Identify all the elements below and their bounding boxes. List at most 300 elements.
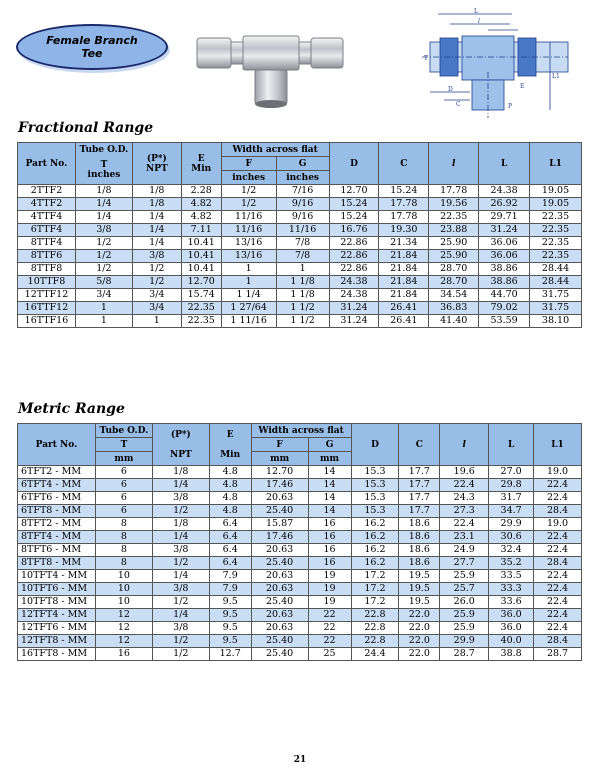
table-cell: 19.6 bbox=[440, 466, 489, 479]
table-cell: 17.7 bbox=[399, 492, 440, 505]
table-cell: 1 bbox=[75, 302, 132, 315]
table-cell: 20.63 bbox=[251, 492, 308, 505]
table-cell: 15.74 bbox=[181, 289, 221, 302]
table-cell: 22 bbox=[308, 635, 351, 648]
fractional-range-table bbox=[17, 142, 582, 328]
part-number-cell: 8TFT8 - MM bbox=[18, 557, 96, 570]
table-cell: 1 bbox=[132, 315, 181, 328]
col-f: F bbox=[221, 157, 276, 171]
table-cell: 11/16 bbox=[221, 224, 276, 237]
table-cell: 18.6 bbox=[399, 557, 440, 570]
metric-col-part-no: Part No. bbox=[18, 424, 96, 466]
table-cell: 10.41 bbox=[181, 237, 221, 250]
table-cell: 24.38 bbox=[329, 289, 379, 302]
table-cell: 22.8 bbox=[351, 622, 399, 635]
part-number-cell: 12TTF12 bbox=[18, 289, 76, 302]
table-cell: 1 1/2 bbox=[276, 302, 329, 315]
table-cell: 21.84 bbox=[379, 263, 429, 276]
table-cell: 1 1/8 bbox=[276, 289, 329, 302]
col-e bbox=[181, 143, 221, 185]
table-cell: 1/8 bbox=[132, 185, 181, 198]
table-cell: 15.87 bbox=[251, 518, 308, 531]
table-cell: 1 bbox=[221, 276, 276, 289]
table-cell: 1/4 bbox=[152, 609, 209, 622]
table-row bbox=[18, 185, 582, 198]
table-row bbox=[18, 263, 582, 276]
table-cell: 28.44 bbox=[530, 263, 582, 276]
table-cell: 8 bbox=[95, 531, 152, 544]
part-number-cell: 10TFT8 - MM bbox=[18, 596, 96, 609]
part-number-cell: 12TFT6 - MM bbox=[18, 622, 96, 635]
drawing-label-e: E bbox=[520, 83, 525, 90]
table-cell: 22 bbox=[308, 622, 351, 635]
table-cell: 6 bbox=[95, 479, 152, 492]
table-cell: 1/2 bbox=[152, 557, 209, 570]
table-cell: 2.28 bbox=[181, 185, 221, 198]
fractional-range-heading: Fractional Range bbox=[18, 120, 154, 136]
drawing-label-L: L bbox=[474, 8, 478, 15]
table-cell: 22.0 bbox=[399, 609, 440, 622]
table-cell: 1/4 bbox=[152, 531, 209, 544]
part-number-cell: 8TFT4 - MM bbox=[18, 531, 96, 544]
table-cell: 31.75 bbox=[530, 302, 582, 315]
table-cell: 11/16 bbox=[276, 224, 329, 237]
table-row bbox=[18, 198, 582, 211]
table-cell: 20.63 bbox=[251, 622, 308, 635]
part-number-cell: 8TTF6 bbox=[18, 250, 76, 263]
table-row bbox=[18, 635, 582, 648]
drawing-label-c: C bbox=[456, 101, 461, 108]
product-title-line2: Tee bbox=[81, 47, 103, 60]
col-L: L bbox=[479, 143, 530, 185]
table-cell: 9.5 bbox=[209, 622, 251, 635]
table-cell: 1/4 bbox=[152, 570, 209, 583]
table-cell: 3/8 bbox=[75, 224, 132, 237]
table-cell: 22.4 bbox=[440, 479, 489, 492]
table-cell: 38.10 bbox=[530, 315, 582, 328]
table-cell: 4.8 bbox=[209, 479, 251, 492]
part-number-cell: 4TTF2 bbox=[18, 198, 76, 211]
table-cell: 22.35 bbox=[181, 302, 221, 315]
col-tube-od-inches: inches bbox=[87, 170, 121, 181]
table-cell: 19.0 bbox=[534, 466, 582, 479]
table-cell: 16.2 bbox=[351, 544, 399, 557]
table-cell: 17.46 bbox=[251, 479, 308, 492]
col-g: G bbox=[276, 157, 329, 171]
table-cell: 17.2 bbox=[351, 596, 399, 609]
part-number-cell: 6TTF4 bbox=[18, 224, 76, 237]
table-cell: 33.6 bbox=[489, 596, 534, 609]
table-cell: 19.05 bbox=[530, 185, 582, 198]
table-cell: 1/2 bbox=[132, 263, 181, 276]
table-cell: 38.86 bbox=[479, 263, 530, 276]
table-cell: 12.70 bbox=[181, 276, 221, 289]
table-cell: 19.5 bbox=[399, 583, 440, 596]
table-cell: 6.4 bbox=[209, 557, 251, 570]
table-cell: 7/16 bbox=[276, 185, 329, 198]
table-cell: 28.7 bbox=[440, 648, 489, 661]
metric-range-table bbox=[17, 423, 582, 661]
table-cell: 18.6 bbox=[399, 544, 440, 557]
table-cell: 22.0 bbox=[399, 635, 440, 648]
table-cell: 1/8 bbox=[152, 466, 209, 479]
table-cell: 10 bbox=[95, 570, 152, 583]
table-row bbox=[18, 557, 582, 570]
table-cell: 28.7 bbox=[534, 648, 582, 661]
table-cell: 41.40 bbox=[429, 315, 479, 328]
table-cell: 1/2 bbox=[152, 505, 209, 518]
part-number-cell: 6TFT4 - MM bbox=[18, 479, 96, 492]
table-cell: 17.7 bbox=[399, 466, 440, 479]
table-row bbox=[18, 648, 582, 661]
table-cell: 3/4 bbox=[132, 289, 181, 302]
table-cell: 25.40 bbox=[251, 596, 308, 609]
table-cell: 23.1 bbox=[440, 531, 489, 544]
table-cell: 22.4 bbox=[534, 622, 582, 635]
table-cell: 36.06 bbox=[479, 250, 530, 263]
metric-rows bbox=[18, 466, 582, 661]
table-cell: 29.8 bbox=[489, 479, 534, 492]
part-number-cell: 16TFT8 - MM bbox=[18, 648, 96, 661]
table-cell: 3/8 bbox=[132, 250, 181, 263]
table-cell: 1 bbox=[221, 263, 276, 276]
table-cell: 18.6 bbox=[399, 531, 440, 544]
table-cell: 1/8 bbox=[152, 518, 209, 531]
table-cell: 16 bbox=[308, 531, 351, 544]
table-cell: 1 27/64 bbox=[221, 302, 276, 315]
table-cell: 22.4 bbox=[534, 492, 582, 505]
part-number-cell: 6TFT8 - MM bbox=[18, 505, 96, 518]
table-row bbox=[18, 466, 582, 479]
table-cell: 16.2 bbox=[351, 531, 399, 544]
table-cell: 9.5 bbox=[209, 635, 251, 648]
table-cell: 4.8 bbox=[209, 505, 251, 518]
table-cell: 20.63 bbox=[251, 544, 308, 557]
table-cell: 9/16 bbox=[276, 198, 329, 211]
table-cell: 7/8 bbox=[276, 250, 329, 263]
table-cell: 1 bbox=[276, 263, 329, 276]
table-cell: 25.40 bbox=[251, 635, 308, 648]
table-cell: 24.9 bbox=[440, 544, 489, 557]
metric-range-heading: Metric Range bbox=[18, 401, 125, 417]
table-cell: 7.11 bbox=[181, 224, 221, 237]
col-npt bbox=[132, 143, 181, 185]
table-cell: 6.4 bbox=[209, 544, 251, 557]
table-cell: 22.8 bbox=[351, 609, 399, 622]
table-cell: 11/16 bbox=[221, 211, 276, 224]
table-cell: 34.7 bbox=[489, 505, 534, 518]
table-cell: 22.0 bbox=[399, 648, 440, 661]
table-cell: 36.83 bbox=[429, 302, 479, 315]
table-cell: 20.63 bbox=[251, 570, 308, 583]
table-cell: 1/2 bbox=[221, 185, 276, 198]
col-e-label: E bbox=[197, 153, 205, 164]
table-row bbox=[18, 479, 582, 492]
table-cell: 4.82 bbox=[181, 211, 221, 224]
table-cell: 24.38 bbox=[479, 185, 530, 198]
table-cell: 22.4 bbox=[534, 570, 582, 583]
part-number-cell: 10TTF8 bbox=[18, 276, 76, 289]
col-tube-od-t: T bbox=[100, 160, 108, 171]
part-number-cell: 16TTF12 bbox=[18, 302, 76, 315]
table-cell: 6 bbox=[95, 466, 152, 479]
table-cell: 27.0 bbox=[489, 466, 534, 479]
table-cell: 31.24 bbox=[329, 302, 379, 315]
table-cell: 1 11/16 bbox=[221, 315, 276, 328]
table-cell: 16 bbox=[308, 557, 351, 570]
table-cell: 3/4 bbox=[132, 302, 181, 315]
table-cell: 22.4 bbox=[534, 544, 582, 557]
table-cell: 14 bbox=[308, 479, 351, 492]
table-cell: 15.24 bbox=[379, 185, 429, 198]
table-row bbox=[18, 302, 582, 315]
product-title-badge bbox=[16, 24, 168, 70]
table-cell: 25 bbox=[308, 648, 351, 661]
metric-col-l-small: l bbox=[440, 424, 489, 466]
table-cell: 6.4 bbox=[209, 531, 251, 544]
metric-col-c: C bbox=[399, 424, 440, 466]
table-cell: 15.24 bbox=[329, 198, 379, 211]
product-title-line1: Female Branch bbox=[46, 34, 138, 47]
table-cell: 4.8 bbox=[209, 492, 251, 505]
part-number-cell: 8TFT6 - MM bbox=[18, 544, 96, 557]
table-cell: 22.4 bbox=[534, 609, 582, 622]
table-cell: 28.4 bbox=[534, 635, 582, 648]
page-number: 21 bbox=[293, 755, 307, 765]
table-cell: 22.4 bbox=[534, 531, 582, 544]
table-cell: 22.35 bbox=[530, 250, 582, 263]
fractional-rows bbox=[18, 185, 582, 328]
table-cell: 19 bbox=[308, 596, 351, 609]
table-cell: 1/2 bbox=[152, 635, 209, 648]
table-cell: 14 bbox=[308, 492, 351, 505]
table-cell: 79.02 bbox=[479, 302, 530, 315]
col-l1: L1 bbox=[530, 143, 582, 185]
table-cell: 22.86 bbox=[329, 250, 379, 263]
table-cell: 29.9 bbox=[489, 518, 534, 531]
table-cell: 3/8 bbox=[152, 583, 209, 596]
table-cell: 27.3 bbox=[440, 505, 489, 518]
table-cell: 40.0 bbox=[489, 635, 534, 648]
table-cell: 9/16 bbox=[276, 211, 329, 224]
metric-col-g: G bbox=[308, 438, 351, 452]
table-row bbox=[18, 276, 582, 289]
table-cell: 1 1/4 bbox=[221, 289, 276, 302]
table-cell: 21.84 bbox=[379, 276, 429, 289]
table-cell: 22.0 bbox=[399, 622, 440, 635]
metric-col-tube-od: Tube O.D. bbox=[95, 424, 152, 438]
table-cell: 12.70 bbox=[251, 466, 308, 479]
table-cell: 15.3 bbox=[351, 492, 399, 505]
part-number-cell: 4TTF4 bbox=[18, 211, 76, 224]
table-cell: 1/8 bbox=[75, 185, 132, 198]
metric-col-t-unit: mm bbox=[95, 452, 152, 466]
table-row bbox=[18, 211, 582, 224]
metric-col-e-label: E bbox=[226, 429, 234, 440]
table-cell: 7.9 bbox=[209, 570, 251, 583]
metric-col-npt-label: NPT bbox=[169, 449, 192, 460]
table-cell: 26.92 bbox=[479, 198, 530, 211]
table-cell: 22.8 bbox=[351, 635, 399, 648]
table-cell: 19.5 bbox=[399, 570, 440, 583]
table-cell: 17.2 bbox=[351, 583, 399, 596]
table-cell: 22.4 bbox=[440, 518, 489, 531]
table-cell: 10 bbox=[95, 583, 152, 596]
table-row bbox=[18, 609, 582, 622]
table-cell: 1/2 bbox=[152, 596, 209, 609]
table-cell: 33.5 bbox=[489, 570, 534, 583]
table-cell: 19.05 bbox=[530, 198, 582, 211]
table-cell: 34.54 bbox=[429, 289, 479, 302]
table-cell: 17.78 bbox=[429, 185, 479, 198]
table-row bbox=[18, 596, 582, 609]
table-cell: 24.3 bbox=[440, 492, 489, 505]
table-cell: 3/8 bbox=[152, 622, 209, 635]
table-cell: 6 bbox=[95, 492, 152, 505]
table-row bbox=[18, 505, 582, 518]
table-cell: 1/4 bbox=[132, 224, 181, 237]
table-cell: 12 bbox=[95, 635, 152, 648]
col-d: D bbox=[329, 143, 379, 185]
table-cell: 12 bbox=[95, 622, 152, 635]
table-cell: 22 bbox=[308, 609, 351, 622]
table-cell: 18.6 bbox=[399, 518, 440, 531]
table-cell: 22.86 bbox=[329, 263, 379, 276]
table-cell: 1/4 bbox=[152, 479, 209, 492]
table-cell: 3/8 bbox=[152, 544, 209, 557]
table-cell: 25.40 bbox=[251, 557, 308, 570]
metric-col-L: L bbox=[489, 424, 534, 466]
table-cell: 29.71 bbox=[479, 211, 530, 224]
table-cell: 10.41 bbox=[181, 263, 221, 276]
table-cell: 6 bbox=[95, 505, 152, 518]
table-cell: 3/8 bbox=[152, 492, 209, 505]
table-cell: 21.84 bbox=[379, 250, 429, 263]
table-cell: 25.90 bbox=[429, 250, 479, 263]
metric-col-f-unit: mm bbox=[251, 452, 308, 466]
metric-col-width-across-flat: Width across flat bbox=[251, 424, 351, 438]
part-number-cell: 10TFT4 - MM bbox=[18, 570, 96, 583]
table-row bbox=[18, 518, 582, 531]
table-cell: 19.0 bbox=[534, 518, 582, 531]
table-cell: 15.24 bbox=[329, 211, 379, 224]
metric-col-f: F bbox=[251, 438, 308, 452]
drawing-label-l: l bbox=[478, 18, 480, 25]
table-cell: 1/2 bbox=[75, 250, 132, 263]
table-row bbox=[18, 315, 582, 328]
table-cell: 17.7 bbox=[399, 479, 440, 492]
table-row bbox=[18, 237, 582, 250]
col-c: C bbox=[379, 143, 429, 185]
col-g-unit: inches bbox=[276, 171, 329, 185]
table-cell: 28.4 bbox=[534, 505, 582, 518]
table-cell: 22.35 bbox=[181, 315, 221, 328]
part-number-cell: 8TTF8 bbox=[18, 263, 76, 276]
table-cell: 17.46 bbox=[251, 531, 308, 544]
metric-col-g-unit: mm bbox=[308, 452, 351, 466]
table-cell: 36.0 bbox=[489, 609, 534, 622]
table-cell: 33.3 bbox=[489, 583, 534, 596]
table-cell: 26.41 bbox=[379, 315, 429, 328]
part-number-cell: 12TFT8 - MM bbox=[18, 635, 96, 648]
col-f-unit: inches bbox=[221, 171, 276, 185]
part-number-cell: 8TFT2 - MM bbox=[18, 518, 96, 531]
table-cell: 15.3 bbox=[351, 479, 399, 492]
table-cell: 26.41 bbox=[379, 302, 429, 315]
table-cell: 19.56 bbox=[429, 198, 479, 211]
table-cell: 16.2 bbox=[351, 557, 399, 570]
table-cell: 9.5 bbox=[209, 609, 251, 622]
table-cell: 25.90 bbox=[429, 237, 479, 250]
table-row bbox=[18, 583, 582, 596]
table-cell: 3/4 bbox=[75, 289, 132, 302]
table-cell: 17.2 bbox=[351, 570, 399, 583]
table-cell: 13/16 bbox=[221, 237, 276, 250]
table-cell: 28.4 bbox=[534, 557, 582, 570]
table-cell: 22.35 bbox=[530, 211, 582, 224]
metric-col-e-min: Min bbox=[220, 449, 241, 460]
table-cell: 19 bbox=[308, 570, 351, 583]
table-cell: 17.7 bbox=[399, 505, 440, 518]
table-cell: 1/4 bbox=[75, 211, 132, 224]
table-cell: 22.35 bbox=[429, 211, 479, 224]
table-cell: 14 bbox=[308, 466, 351, 479]
table-cell: 31.75 bbox=[530, 289, 582, 302]
col-tube-od: Tube O.D. bbox=[75, 143, 132, 157]
table-cell: 27.7 bbox=[440, 557, 489, 570]
table-cell: 26.0 bbox=[440, 596, 489, 609]
table-row bbox=[18, 224, 582, 237]
table-cell: 12.70 bbox=[329, 185, 379, 198]
table-row bbox=[18, 622, 582, 635]
table-cell: 8 bbox=[95, 518, 152, 531]
table-cell: 16 bbox=[308, 518, 351, 531]
table-cell: 16 bbox=[308, 544, 351, 557]
table-cell: 15.3 bbox=[351, 466, 399, 479]
drawing-label-d: D bbox=[448, 86, 453, 93]
table-row bbox=[18, 289, 582, 302]
table-cell: 13/16 bbox=[221, 250, 276, 263]
dimension-drawing bbox=[400, 8, 570, 120]
table-row bbox=[18, 531, 582, 544]
table-cell: 1/4 bbox=[75, 198, 132, 211]
table-cell: 24.4 bbox=[351, 648, 399, 661]
table-cell: 7.9 bbox=[209, 583, 251, 596]
table-cell: 17.78 bbox=[379, 198, 429, 211]
table-cell: 19.5 bbox=[399, 596, 440, 609]
table-cell: 1 1/8 bbox=[276, 276, 329, 289]
table-cell: 1 1/2 bbox=[276, 315, 329, 328]
metric-col-npt bbox=[152, 424, 209, 466]
table-cell: 8 bbox=[95, 544, 152, 557]
col-npt-label: NPT bbox=[145, 163, 168, 174]
part-number-cell: 10TFT6 - MM bbox=[18, 583, 96, 596]
table-cell: 20.63 bbox=[251, 583, 308, 596]
metric-col-d: D bbox=[351, 424, 399, 466]
table-cell: 28.70 bbox=[429, 263, 479, 276]
table-cell: 22.35 bbox=[530, 237, 582, 250]
table-cell: 16.2 bbox=[351, 518, 399, 531]
table-row bbox=[18, 492, 582, 505]
table-cell: 10 bbox=[95, 596, 152, 609]
table-cell: 1 bbox=[75, 315, 132, 328]
table-cell: 36.06 bbox=[479, 237, 530, 250]
part-number-cell: 2TTF2 bbox=[18, 185, 76, 198]
col-part-no: Part No. bbox=[18, 143, 76, 185]
table-row bbox=[18, 544, 582, 557]
table-cell: 32.4 bbox=[489, 544, 534, 557]
table-cell: 14 bbox=[308, 505, 351, 518]
